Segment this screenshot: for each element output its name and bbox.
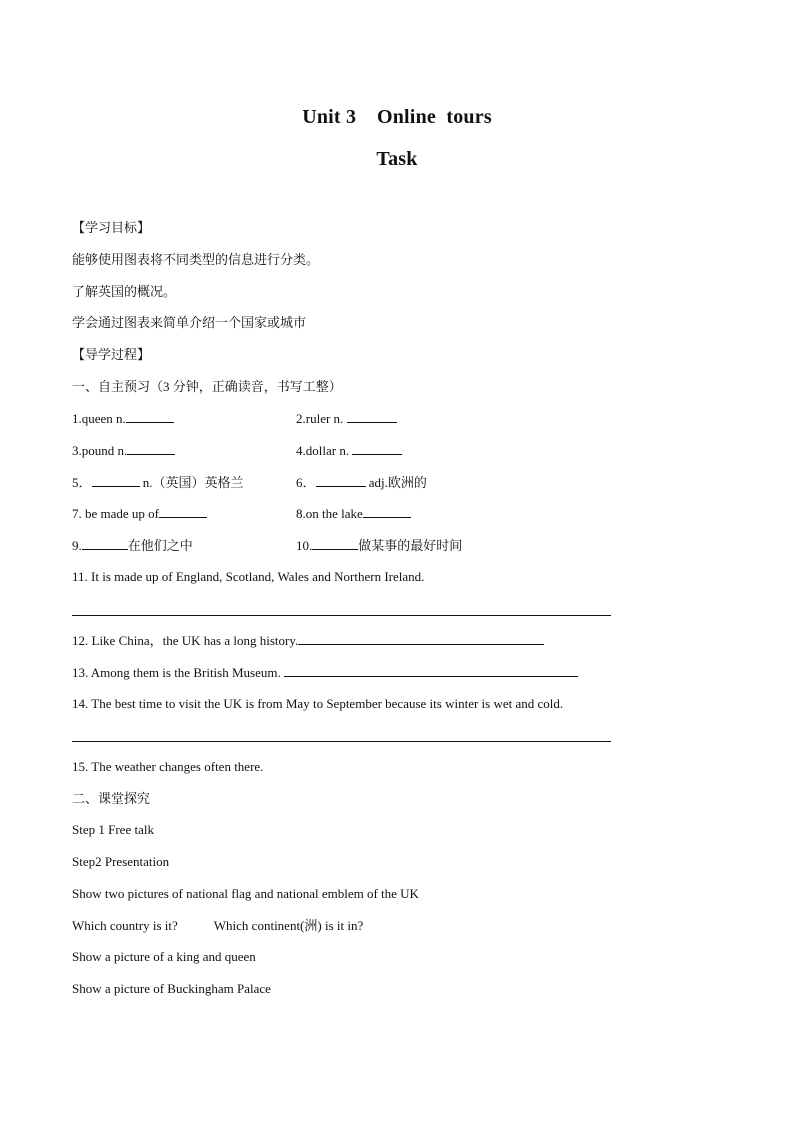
vocab-item-1 xyxy=(72,409,174,428)
objective-3: 学会通过图表来简单介绍一个国家或城市 xyxy=(72,315,307,330)
answer-line[interactable] xyxy=(72,615,611,616)
sentence-14: 14. The best time to visit the UK is from May to September because its winter is wet and cold. xyxy=(72,696,564,711)
part1-heading: 一、自主预习（3 分钟，正确读音，书写工整） xyxy=(72,379,342,394)
sentence-11: 11. It is made up of England, Scotland, Wales and Northern Ireland. xyxy=(72,569,425,584)
step-1: Step 1 Free talk xyxy=(72,822,154,837)
sentence-12 xyxy=(72,631,544,650)
vocab-item-9 xyxy=(72,536,193,555)
answer-blank[interactable] xyxy=(82,536,128,550)
sentence-13 xyxy=(72,663,578,682)
vocab-text: 做某事的最好时间 xyxy=(358,538,463,553)
page-subtitle: Task xyxy=(376,148,418,170)
vocab-text: 3.pound n. xyxy=(72,443,128,458)
vocab-text: 5． xyxy=(72,475,92,490)
vocab-text: 在他们之中 xyxy=(127,538,193,553)
objective-2: 了解英国的概况。 xyxy=(72,284,177,299)
answer-blank[interactable] xyxy=(127,441,175,455)
vocab-text: 7. be made up of xyxy=(72,506,160,521)
answer-blank[interactable] xyxy=(312,536,358,550)
answer-blank[interactable] xyxy=(126,409,174,423)
sentence-15: 15. The weather changes often there. xyxy=(72,759,264,774)
vocab-text: 4.dollar n. xyxy=(296,443,353,458)
vocab-text: 2.ruler n. xyxy=(296,411,347,426)
vocab-text: 6． xyxy=(296,475,316,490)
vocab-item-3 xyxy=(72,441,175,460)
page-title: Unit 3 Online tours xyxy=(302,106,492,128)
vocab-item-7 xyxy=(72,504,207,523)
process-heading: 【导学过程】 xyxy=(72,347,151,362)
vocab-item-10 xyxy=(296,536,462,555)
answer-blank[interactable] xyxy=(352,441,402,455)
vocab-text: 9. xyxy=(72,538,82,553)
sentence-text: 12. Like China，the UK has a long history. xyxy=(72,633,299,648)
part2-heading: 二、课堂探究 xyxy=(72,791,151,806)
vocab-item-4 xyxy=(296,441,402,460)
answer-line[interactable] xyxy=(72,741,611,742)
step-2: Step2 Presentation xyxy=(72,854,170,869)
answer-blank[interactable] xyxy=(347,409,397,423)
vocab-item-2 xyxy=(296,409,397,428)
answer-blank[interactable] xyxy=(159,504,207,518)
vocab-item-6 xyxy=(296,473,427,492)
vocab-item-5 xyxy=(72,473,244,492)
vocab-text: n.（英国）英格兰 xyxy=(139,475,244,490)
answer-blank[interactable] xyxy=(363,504,411,518)
show-king-queen: Show a picture of a king and queen xyxy=(72,949,256,964)
sentence-text: 13. Among them is the British Museum. xyxy=(72,665,281,680)
vocab-text: adj.欧洲的 xyxy=(365,475,427,490)
vocab-item-8 xyxy=(296,504,411,523)
objectives-heading: 【学习目标】 xyxy=(72,220,151,235)
answer-blank[interactable] xyxy=(92,473,140,487)
answer-blank[interactable] xyxy=(284,663,578,677)
question-continent: Which continent(洲) is it in? xyxy=(213,918,364,933)
show-flag-emblem: Show two pictures of national flag and national emblem of the UK xyxy=(72,886,419,901)
questions-row xyxy=(72,917,363,935)
question-country: Which country is it? xyxy=(72,918,178,933)
vocab-text: 8.on the lake xyxy=(296,506,363,521)
vocab-text: 10. xyxy=(296,538,313,553)
answer-blank[interactable] xyxy=(298,631,544,645)
answer-blank[interactable] xyxy=(316,473,366,487)
vocab-text: 1.queen n. xyxy=(72,411,126,426)
show-palace: Show a picture of Buckingham Palace xyxy=(72,981,271,996)
objective-1: 能够使用图表将不同类型的信息进行分类。 xyxy=(72,252,320,267)
